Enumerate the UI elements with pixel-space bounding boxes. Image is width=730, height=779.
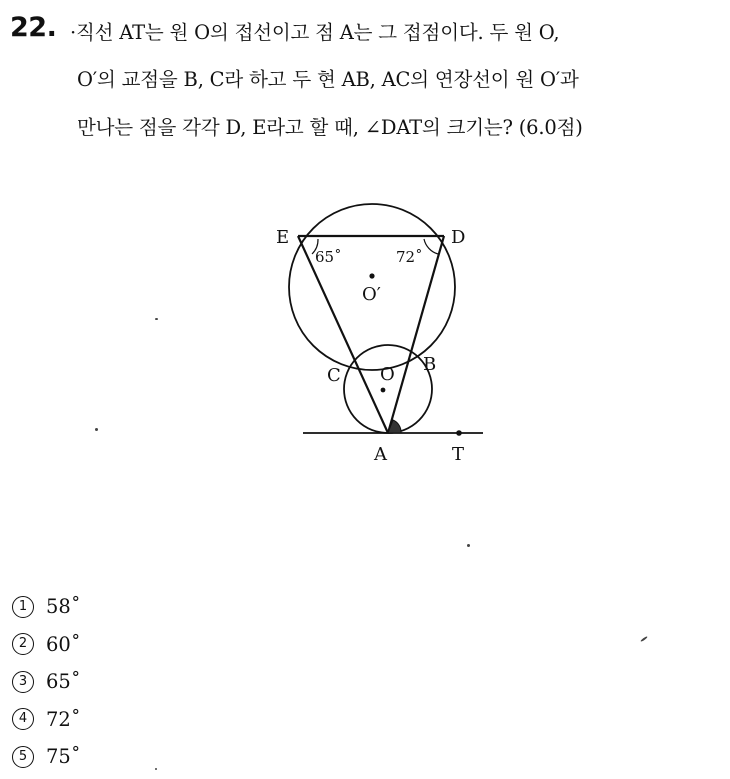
choice-5[interactable]: [12, 738, 81, 776]
answer-choices: [12, 588, 81, 776]
choice-3[interactable]: [12, 663, 81, 701]
angle-label-e: 65˚: [315, 248, 342, 266]
question-line-1: ·직선 AT는 원 O의 접선이고 점 A는 그 접점이다. 두 원 O,: [70, 21, 560, 44]
choice-marker: 4: [12, 708, 34, 730]
choice-text: 72˚: [46, 707, 81, 731]
scan-speck: [95, 428, 98, 431]
choice-text: 60˚: [46, 632, 81, 656]
choice-2[interactable]: [12, 626, 81, 664]
choice-1[interactable]: [12, 588, 81, 626]
question-line-3: 만나는 점을 각각 D, E라고 할 때, ∠DAT의 크기는? (6.0점): [77, 116, 583, 139]
center-o-prime-dot: [369, 273, 374, 278]
label-d: D: [451, 227, 466, 248]
label-a: A: [374, 444, 387, 465]
point-t-dot: [456, 430, 462, 436]
choice-marker: 5: [12, 746, 34, 768]
scan-speck: [155, 768, 157, 770]
choice-marker: 1: [12, 596, 34, 618]
question-number: 22.: [10, 12, 57, 43]
label-t: T: [452, 444, 465, 465]
label-e: E: [276, 227, 290, 248]
label-o: O: [380, 364, 395, 385]
choice-text: 58˚: [46, 595, 81, 619]
choice-text: 75˚: [46, 745, 81, 769]
segment-ae: [298, 236, 388, 433]
label-o-prime: O′: [362, 284, 381, 305]
label-c: C: [327, 365, 341, 386]
question-line-2: O′의 교점을 B, C라 하고 두 현 AB, AC의 연장선이 원 O′과: [77, 68, 579, 91]
circle-o: [344, 345, 432, 433]
choice-text: 65˚: [46, 670, 81, 694]
label-b: B: [423, 354, 437, 375]
choice-4[interactable]: [12, 701, 81, 739]
center-o-dot: [381, 388, 386, 393]
angle-label-d: 72˚: [396, 248, 423, 266]
angle-arc-d: [424, 239, 438, 254]
scan-speck: [155, 318, 158, 320]
choice-marker: 2: [12, 633, 34, 655]
choice-marker: 3: [12, 671, 34, 693]
scan-speck: [467, 544, 470, 547]
